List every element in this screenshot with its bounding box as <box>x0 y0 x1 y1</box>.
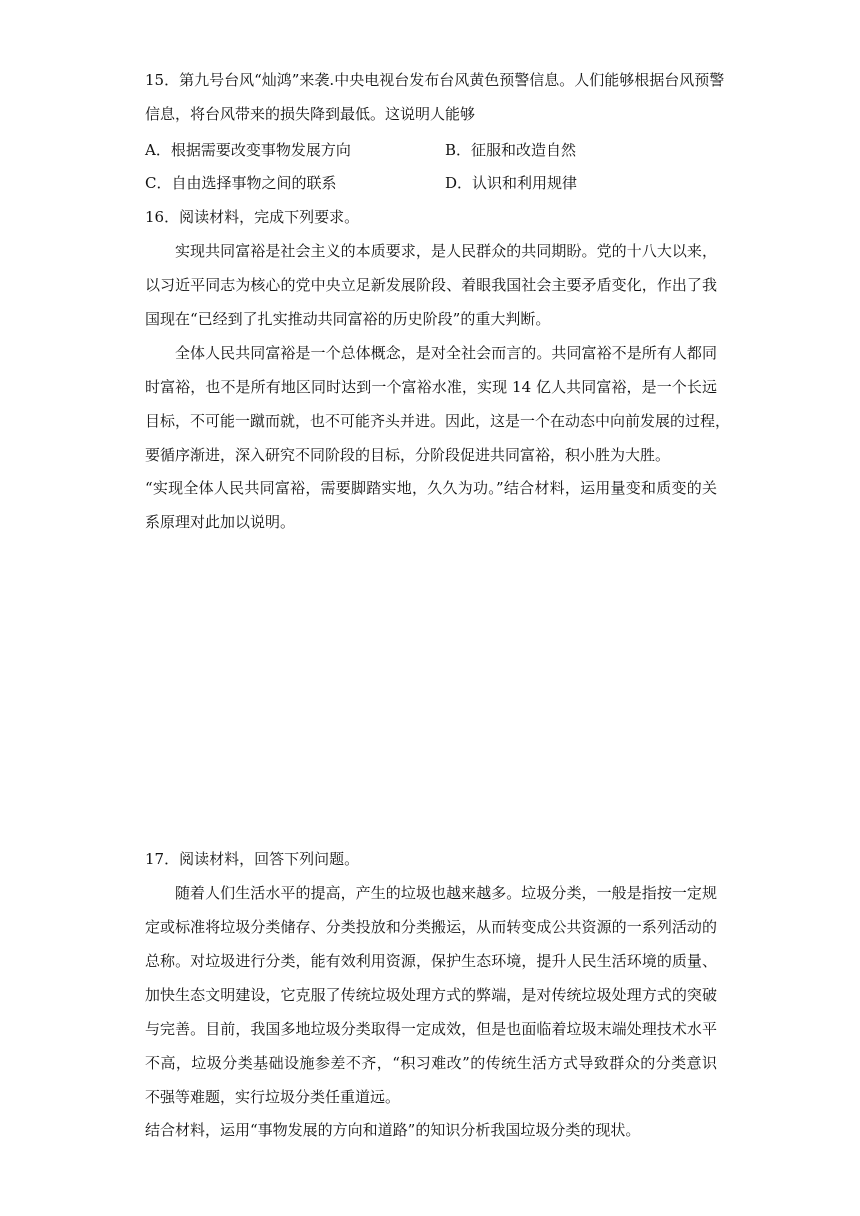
q17-material-line-4: 加快生态文明建设，它克服了传统垃圾处理方式的弊端，是对传统垃圾处理方式的突破 <box>145 986 717 1004</box>
q16-question-line-1: “实现全体人民共同富裕，需要脚踏实地，久久为功。”结合材料，运用量变和质变的关 <box>145 479 717 497</box>
q16-title: 16．阅读材料，完成下列要求。 <box>145 208 360 226</box>
q17-material-line-1: 随着人们生活水平的提高，产生的垃圾也越来越多。垃圾分类，一般是指按一定规 <box>175 884 717 902</box>
q17-material-line-2: 定或标准将垃圾分类储存、分类投放和分类搬运，从而转变成公共资源的一系列活动的 <box>145 918 717 936</box>
q17-question: 结合材料，运用“事物发展的方向和道路”的知识分析我国垃圾分类的现状。 <box>145 1121 641 1139</box>
q16-question-line-2: 系原理对此加以说明。 <box>145 513 296 531</box>
q17-material-line-7: 不强等难题，实行垃圾分类任重道远。 <box>145 1088 401 1106</box>
q16-material-paragraph-2 <box>145 343 731 479</box>
q17-title: 17．阅读材料，回答下列问题。 <box>145 850 360 868</box>
q17-material <box>145 883 717 1121</box>
q15-stem-line-2: 信息，将台风带来的损失降到最低。这说明人能够 <box>145 105 476 123</box>
q15-option-c: C．自由选择事物之间的联系 <box>145 174 337 192</box>
q17-material-line-5: 与完善。目前，我国多地垃圾分类取得一定成效，但是也面临着垃圾末端处理技术水平 <box>145 1020 717 1038</box>
q15-stem-line-1: 15．第九号台风“灿鸿”来袭.中央电视台发布台风黄色预警信息。人们能够根据台风预警 <box>145 71 725 89</box>
q16-material-paragraph-1 <box>145 241 717 343</box>
q16-material-p2-line-4: 要循序渐进，深入研究不同阶段的目标，分阶段促进共同富裕，积小胜为大胜。 <box>145 446 671 464</box>
q15-option-d: D．认识和利用规律 <box>445 174 578 192</box>
q15-option-a: A．根据需要改变事物发展方向 <box>145 141 351 159</box>
q15-option-b: B．征服和改造自然 <box>445 141 577 159</box>
q16-question <box>145 478 717 546</box>
q16-material-p2-line-2: 时富裕，也不是所有地区同时达到一个富裕水准，实现 14 亿人共同富裕，是一个长远 <box>145 378 717 396</box>
q16-material-p1-line-3: 国现在“已经到了扎实推动共同富裕的历史阶段”的重大判断。 <box>145 310 551 328</box>
q16-material-p2-line-1: 全体人民共同富裕是一个总体概念，是对全社会而言的。共同富裕不是所有人都同 <box>175 344 717 362</box>
q16-material-p1-line-1: 实现共同富裕是社会主义的本质要求，是人民群众的共同期盼。党的十八大以来， <box>175 242 717 260</box>
q17-material-line-6: 不高，垃圾分类基础设施参差不齐，“积习难改”的传统生活方式导致群众的分类意识 <box>145 1054 717 1072</box>
q15-stem <box>145 70 725 138</box>
q16-material-p2-line-3: 目标，不可能一蹴而就，也不可能齐头并进。因此，这是一个在动态中向前发展的过程， <box>145 412 731 430</box>
q17-material-line-3: 总称。对垃圾进行分类，能有效利用资源，保护生态环境，提升人民生活环境的质量、 <box>145 952 717 970</box>
q16-material-p1-line-2: 以习近平同志为核心的党中央立足新发展阶段、着眼我国社会主要矛盾变化，作出了我 <box>145 276 717 294</box>
